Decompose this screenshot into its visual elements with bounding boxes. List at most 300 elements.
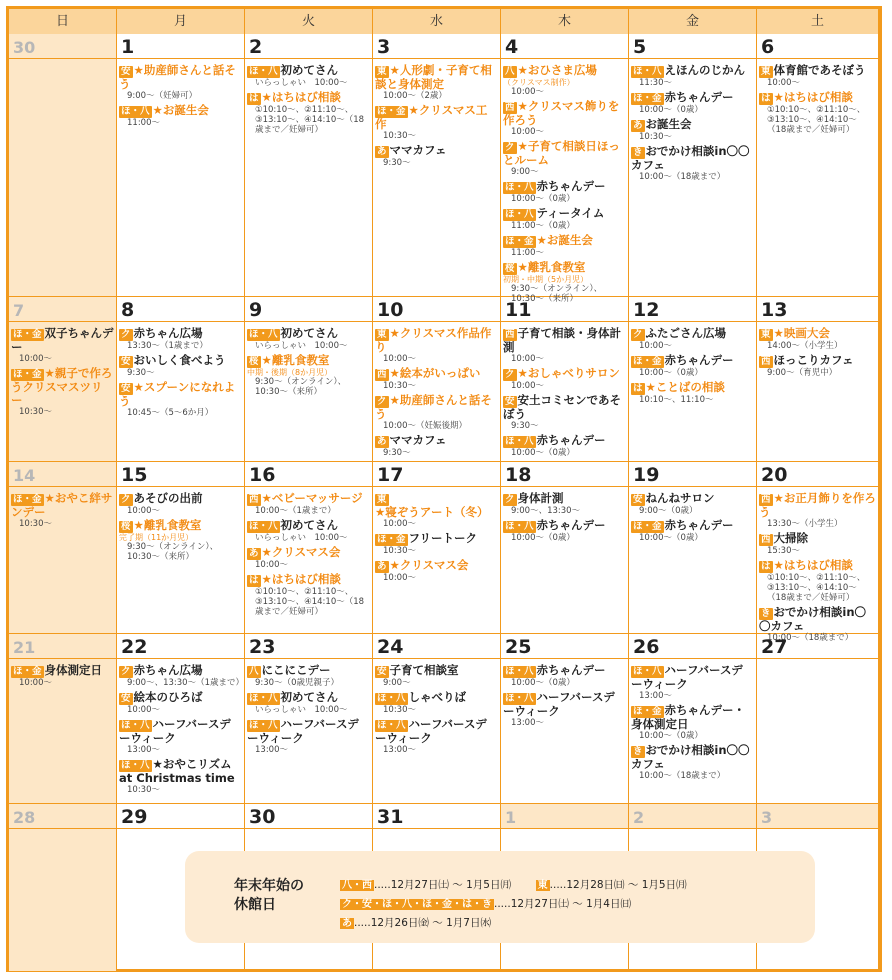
event	[759, 64, 876, 88]
event-title-line	[759, 492, 876, 519]
event-title-line	[503, 664, 626, 678]
event	[119, 664, 242, 688]
day-number: 21	[13, 638, 36, 657]
facility-tag: ほ・八	[505, 182, 534, 193]
day-cell	[245, 34, 373, 297]
event-title-line	[759, 91, 876, 105]
event-time: 10:00〜	[19, 354, 52, 364]
event-time: 9:30〜（オンライン）、10:30〜（来所）	[511, 284, 603, 304]
facility-tag: 西	[761, 356, 771, 367]
facility-tag: ほ・金	[633, 521, 662, 532]
event	[503, 234, 626, 258]
event-title-line	[375, 559, 498, 573]
event	[247, 91, 370, 135]
event-time: 10:00〜	[255, 560, 288, 570]
closure-dates: .....12月28日㈰ 〜 1月5日㈪	[549, 879, 687, 891]
day-number: 19	[633, 464, 660, 486]
facility-tag: ほ・金	[633, 93, 662, 104]
day-number: 12	[633, 299, 660, 321]
day-band	[117, 34, 244, 59]
closure-dates: .....12月27日㈯ 〜 1月4日㈰	[494, 898, 631, 910]
event-time: 10:00〜	[383, 573, 416, 583]
event-time: 10:00〜（0歳）	[511, 533, 575, 543]
facility-tag: 安	[121, 356, 131, 367]
event-title: ★はちはび相談	[773, 558, 853, 572]
event-title: ★離乳食教室	[261, 353, 330, 367]
event-time: ①10:10〜、②11:10〜、③13:10〜、④14:10〜（18歳まで／妊婦可）	[255, 587, 365, 617]
event-time: ①10:10〜、②11:10〜、③13:10〜、④14:10〜（18歳まで／妊婦可）	[767, 105, 866, 135]
event-title-line	[503, 207, 626, 221]
day-number: 27	[761, 636, 788, 658]
event-title: ★子育て相談日ほっとルーム	[503, 139, 620, 167]
event-list	[503, 64, 626, 307]
event-time: 10:45〜（5〜6か月）	[127, 408, 214, 418]
event-time: 10:30〜	[639, 132, 672, 142]
event-title: ママカフェ	[389, 433, 447, 447]
event-title: 赤ちゃんデー	[664, 90, 734, 104]
event-subtitle: 中期・後期（8か月児）	[247, 368, 333, 377]
event-title: 赤ちゃんデー	[664, 353, 734, 367]
event-title-line	[119, 718, 242, 745]
facility-tag: ほ・八	[121, 106, 150, 117]
calendar	[6, 6, 882, 972]
facility-tag: 西	[505, 102, 515, 113]
event-title-line	[11, 664, 114, 678]
event-title-line	[631, 519, 754, 533]
closure-title-line2: 休館日	[234, 897, 276, 913]
weekday-header: 金	[629, 9, 757, 34]
event-time: いらっしゃい 10:00〜	[255, 705, 348, 715]
event-list	[11, 492, 114, 532]
event	[247, 546, 370, 570]
facility-tag: 西	[505, 329, 515, 340]
event-time: 9:30〜（オンライン）、10:30〜（来所）	[127, 542, 219, 562]
event	[247, 691, 370, 715]
event-title: ★お誕生会	[152, 103, 209, 117]
event-title: ハーフバースデーウィーク	[503, 690, 615, 718]
closure-tag: あ	[342, 918, 352, 929]
event-title: ★はちはび相談	[261, 90, 341, 104]
event-time: 10:00〜（0歳）	[639, 368, 703, 378]
day-band	[373, 34, 500, 59]
day-number: 11	[505, 299, 532, 321]
event-list	[631, 327, 754, 408]
day-band	[501, 804, 628, 829]
event-title-line	[631, 327, 754, 341]
event-time: 10:00〜	[127, 506, 160, 516]
event	[759, 354, 876, 378]
event-time: 9:30〜	[383, 448, 411, 458]
event-title-line	[247, 91, 370, 105]
day-cell	[501, 34, 629, 304]
closure-line-3	[340, 914, 491, 930]
day-cell	[117, 462, 245, 634]
event-title-line	[119, 354, 242, 368]
event-time: 13:00〜	[255, 745, 288, 755]
event-title: ★ことばの相談	[645, 380, 725, 394]
event-time: 14:00〜（小学生）	[767, 341, 843, 351]
facility-tag: ほ・八	[505, 666, 534, 677]
event-time: 11:00〜	[511, 248, 544, 258]
event-title-line	[631, 354, 754, 368]
day-cell	[629, 634, 757, 804]
facility-tag: は	[633, 383, 643, 394]
event-title: おでかけ相談in〇〇カフェ	[631, 743, 750, 771]
facility-tag: ほ・八	[633, 66, 662, 77]
event-title-line	[631, 91, 754, 105]
event-title: おでかけ相談in〇〇カフェ	[631, 144, 750, 172]
day-cell	[757, 634, 879, 804]
facility-tag: ほ・八	[121, 760, 150, 771]
facility-tag: ほ・八	[505, 521, 534, 532]
day-cell	[373, 634, 501, 804]
event-title: 赤ちゃん広場	[133, 326, 203, 340]
event	[503, 664, 626, 688]
event	[631, 381, 754, 405]
event-title: フリートーク	[408, 531, 478, 545]
event-title-line	[119, 691, 242, 705]
event	[11, 664, 114, 688]
facility-tag: 安	[633, 494, 643, 505]
event-title-line	[631, 118, 754, 132]
day-band	[629, 34, 756, 59]
facility-tag: 八	[505, 66, 515, 77]
event-time: 10:30〜	[127, 785, 160, 795]
facility-tag: き	[633, 147, 643, 158]
event	[119, 718, 242, 755]
day-number: 24	[377, 636, 404, 658]
event-title: ★おやこ絆サンデー	[11, 491, 113, 519]
event-title-line	[375, 327, 498, 354]
event-time: 10:30〜	[383, 381, 416, 391]
day-number: 3	[377, 36, 391, 58]
event	[11, 492, 114, 529]
event-title: 赤ちゃんデー	[536, 518, 606, 532]
day-cell	[245, 634, 373, 804]
facility-tag: ほ・八	[377, 720, 406, 731]
day-number: 17	[377, 464, 404, 486]
facility-tag: ほ・金	[377, 534, 406, 545]
facility-tag: ほ・金	[13, 329, 42, 340]
facility-tag: は	[761, 93, 771, 104]
event-title: ★お正月飾りを作ろう	[759, 491, 876, 519]
event-list	[759, 492, 876, 646]
event-title-line	[247, 546, 370, 560]
event-title-line	[247, 573, 370, 587]
event	[375, 144, 498, 168]
event-time: 10:30〜	[383, 131, 416, 141]
facility-tag: ク	[121, 666, 131, 677]
event-title-line	[119, 327, 242, 341]
facility-tag: 桜	[121, 521, 131, 532]
event-list	[503, 492, 626, 546]
event	[503, 519, 626, 543]
facility-tag: 西	[377, 369, 387, 380]
day-number: 3	[761, 808, 773, 827]
event	[375, 434, 498, 458]
event-title-line	[119, 64, 242, 91]
event-title: 子育て相談室	[389, 663, 459, 677]
event-title-line	[759, 559, 876, 573]
event-title: ★おひさま広場	[517, 63, 597, 77]
event-title-line	[119, 519, 242, 533]
event-list	[247, 327, 370, 400]
facility-tag: 安	[121, 66, 131, 77]
event	[375, 367, 498, 391]
event-title: 身体測定日	[44, 663, 103, 677]
event	[375, 394, 498, 431]
facility-tag: ク	[505, 369, 515, 380]
day-cell	[757, 297, 879, 462]
day-number: 29	[121, 806, 148, 828]
day-number: 13	[761, 299, 788, 321]
event-title: ★人形劇・子育て相談と身体測定	[375, 63, 492, 91]
day-number: 2	[249, 36, 263, 58]
event-time: 9:00〜、13:30〜	[511, 506, 581, 516]
event-title: 身体計測	[517, 491, 564, 505]
facility-tag: ほ・八	[505, 693, 534, 704]
event	[247, 664, 370, 688]
facility-tag: ほ・金	[633, 706, 662, 717]
event-title-line	[11, 492, 114, 519]
event	[503, 394, 626, 431]
facility-tag: 西	[761, 534, 771, 545]
event-time: 10:00〜（0歳）	[639, 533, 703, 543]
event-time: 10:00〜	[511, 127, 544, 137]
day-band	[629, 804, 756, 829]
event	[119, 519, 242, 562]
day-cell	[373, 297, 501, 462]
day-number: 18	[505, 464, 532, 486]
day-number: 10	[377, 299, 404, 321]
event-time: 13:00〜	[639, 691, 672, 701]
event-title-line	[503, 261, 626, 275]
event	[631, 519, 754, 543]
facility-tag: 東	[761, 329, 771, 340]
facility-tag: は	[249, 93, 259, 104]
day-number: 22	[121, 636, 148, 658]
event	[119, 327, 242, 351]
event	[503, 492, 626, 516]
facility-tag: ほ・八	[633, 666, 662, 677]
day-cell	[117, 34, 245, 297]
event-time: 13:30〜（1歳まで）	[127, 341, 208, 351]
event-list	[503, 327, 626, 461]
event-list	[119, 64, 242, 131]
event-list	[631, 64, 754, 185]
day-band	[9, 297, 116, 322]
day-number: 30	[13, 38, 36, 57]
event-list	[247, 664, 370, 758]
event	[631, 704, 754, 741]
event-title: ティータイム	[536, 206, 605, 220]
facility-tag: ほ・八	[121, 720, 150, 731]
event-title-line	[503, 140, 626, 167]
facility-tag: 桜	[249, 356, 259, 367]
event-list	[247, 492, 370, 620]
event-title-line	[503, 434, 626, 448]
event-time: 10:00〜（0歳）	[639, 731, 703, 741]
facility-tag: ほ・八	[249, 693, 278, 704]
weekday-header: 火	[245, 9, 373, 34]
event	[247, 492, 370, 516]
event-title: 赤ちゃん広場	[133, 663, 203, 677]
event-time: 10:00〜	[383, 354, 416, 364]
event-time: 10:30〜	[19, 519, 52, 529]
facility-tag: 東	[377, 494, 387, 505]
event-title: ★離乳食教室	[133, 518, 202, 532]
event-title-line	[247, 64, 370, 78]
facility-tag: ク	[505, 142, 515, 153]
facility-tag: ほ・八	[249, 329, 278, 340]
event-subtitle: 完了期（11か月児）	[119, 533, 194, 542]
event-title: ★クリスマス会	[389, 558, 469, 572]
event	[11, 367, 114, 417]
day-number: 31	[377, 806, 404, 828]
event	[631, 354, 754, 378]
event-title-line	[375, 367, 498, 381]
event-title: ★クリスマス会	[261, 545, 341, 559]
day-number: 28	[13, 808, 36, 827]
event-list	[375, 64, 498, 171]
event-title-line	[375, 532, 498, 546]
event-title: 赤ちゃんデー	[664, 518, 734, 532]
facility-tag: あ	[249, 548, 259, 559]
event	[375, 691, 498, 715]
event-title-line	[503, 492, 626, 506]
event-list	[503, 664, 626, 731]
facility-tag: ク	[121, 329, 131, 340]
weekday-header: 月	[117, 9, 245, 34]
facility-tag: ク	[633, 329, 643, 340]
event	[247, 718, 370, 755]
weekday-header: 日	[9, 9, 117, 34]
event-time: 13:00〜	[511, 718, 544, 728]
event	[375, 64, 498, 101]
event	[631, 145, 754, 182]
event	[503, 100, 626, 137]
event-title-line	[503, 691, 626, 718]
closure-line-2	[340, 895, 631, 911]
event-title-line	[375, 434, 498, 448]
day-number: 1	[505, 808, 517, 827]
event	[119, 354, 242, 378]
event-list	[11, 664, 114, 691]
event-list	[375, 492, 498, 586]
event-time: いらっしゃい 10:00〜	[255, 78, 348, 88]
facility-tag: あ	[377, 146, 387, 157]
facility-tag: ほ・八	[505, 209, 534, 220]
event	[759, 559, 876, 603]
event-title: ★クリスマス飾りを作ろう	[503, 99, 620, 127]
event-time: 9:00〜（0歳）	[639, 506, 698, 516]
day-band	[757, 34, 878, 59]
event-time: 10:30〜	[383, 546, 416, 556]
event-title: 初めてさん	[280, 63, 339, 77]
event-title: おいしく食べよう	[133, 353, 226, 367]
event	[119, 691, 242, 715]
event-time: 10:00〜	[511, 354, 544, 364]
event	[503, 367, 626, 391]
event-time: 10:00〜（0歳）	[511, 448, 575, 458]
weekday-header: 水	[373, 9, 501, 34]
event-title-line	[503, 234, 626, 248]
facility-tag: 桜	[505, 263, 515, 274]
event-title-line	[503, 394, 626, 421]
event-title: ハーフバースデーウィーク	[631, 663, 743, 691]
event-title: ★ベビーマッサージ	[261, 491, 363, 505]
event-title-line	[119, 381, 242, 408]
event-title: 安土コミセンであそぼう	[503, 393, 622, 421]
event-subtitle: （クリスマス制作）	[503, 78, 575, 87]
facility-tag: ほ・八	[249, 521, 278, 532]
event	[631, 91, 754, 115]
day-cell	[9, 804, 117, 972]
event-title-line	[247, 327, 370, 341]
event	[631, 664, 754, 701]
event	[503, 327, 626, 364]
event-time: ①10:10〜、②11:10〜、③13:10〜、④14:10〜（18歳まで／妊婦可）	[255, 105, 365, 135]
event-title: お誕生会	[645, 117, 692, 131]
day-cell	[501, 462, 629, 634]
weekday-header: 土	[757, 9, 879, 34]
event-time: 10:00〜（妊娠後期）	[383, 421, 467, 431]
closure-line-1	[340, 876, 687, 892]
event	[11, 327, 114, 364]
event-title: にこにこデー	[261, 663, 331, 677]
event	[119, 492, 242, 516]
event-time: 13:30〜（小学生）	[767, 519, 843, 529]
event-time: 10:10〜、11:10〜	[639, 395, 714, 405]
day-cell	[117, 634, 245, 804]
day-cell	[501, 297, 629, 462]
event-title: 子育て相談・身体計測	[503, 326, 622, 354]
event	[375, 104, 498, 141]
facility-tag: 八	[249, 666, 259, 677]
facility-tag: 東	[377, 66, 387, 77]
event-title: ★はちはび相談	[773, 90, 853, 104]
event	[759, 532, 876, 556]
event	[631, 118, 754, 142]
event	[119, 64, 242, 101]
event	[631, 492, 754, 516]
event-title: ★おしゃべりサロン	[517, 366, 620, 380]
closure-dates: .....12月26日㈮ 〜 1月7日㈬	[354, 917, 491, 929]
event-title-line	[631, 64, 754, 78]
day-number: 4	[505, 36, 519, 58]
event-title-line	[631, 664, 754, 691]
event-time: 10:00〜	[511, 381, 544, 391]
event-title: ★クリスマス作品作り	[375, 326, 492, 354]
facility-tag: 東	[761, 66, 771, 77]
event-time: 10:00〜（0歳）	[511, 678, 575, 688]
event-title: ★助産師さんと話そう	[375, 393, 492, 421]
event-time: 13:00〜	[383, 745, 416, 755]
event	[503, 691, 626, 728]
event-time: 11:00〜（0歳）	[511, 221, 575, 231]
event-title: ★助産師さんと話そう	[119, 63, 236, 91]
event-title-line	[247, 718, 370, 745]
event-title-line	[119, 664, 242, 678]
event	[759, 91, 876, 135]
event-title: 絵本のひろば	[133, 690, 203, 704]
facility-tag: は	[761, 561, 771, 572]
facility-tag: ク	[505, 494, 515, 505]
day-cell	[9, 297, 117, 462]
event-title-line	[119, 104, 242, 118]
event-time: いらっしゃい 10:00〜	[255, 341, 348, 351]
weekday-header: 木	[501, 9, 629, 34]
